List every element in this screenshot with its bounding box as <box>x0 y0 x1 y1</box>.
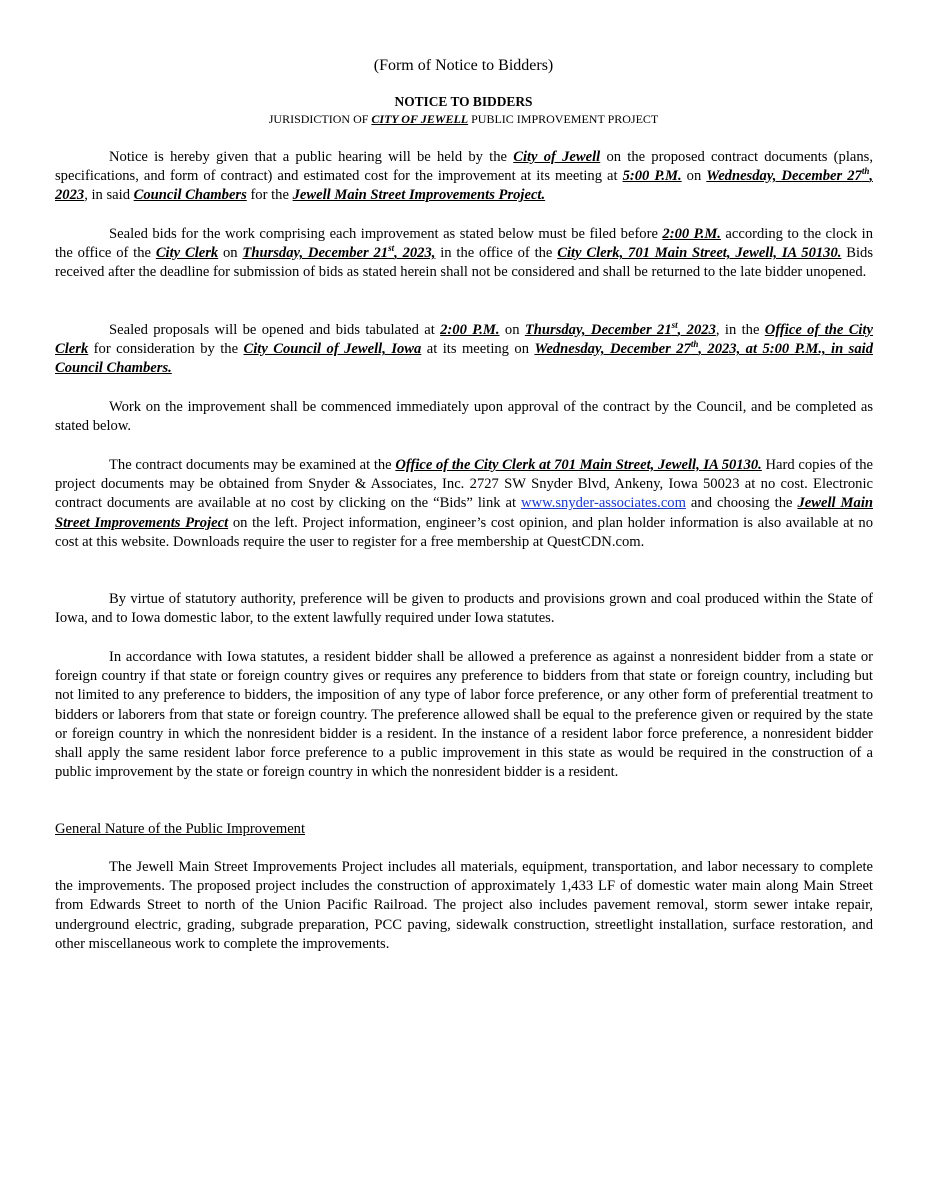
form-title: (Form of Notice to Bidders) <box>373 57 554 74</box>
p2-text-2: according to the clock in the office of the <box>55 226 873 262</box>
p3-text-2: on <box>499 322 525 338</box>
p1-text-2: on the proposed contract documents (plans, specifications, and form of contract) and estimated cost for the improvement at its meeting at <box>55 149 873 185</box>
jurisdiction-prefix: JURISDICTION OF <box>268 112 372 126</box>
section-heading: General Nature of the Public Improvement <box>55 821 306 837</box>
p3-time: 2:00 P.M. <box>440 322 500 338</box>
p2-address: City Clerk, 701 Main Street, Jewell, IA 50130. <box>557 245 842 262</box>
p2-text-4: in the office of the <box>435 245 558 262</box>
p2-date-sup: st <box>388 243 395 254</box>
p1-time: 5:00 P.M. <box>622 168 682 185</box>
p1-chambers: Council Chambers <box>133 187 247 204</box>
paragraph-public-hearing <box>55 148 873 206</box>
jurisdiction-line <box>0 111 927 127</box>
paragraph-project-description: The Jewell Main Street Improvements Project includes all materials, equipment, transportation, and labor necessary to complete the improvements. The proposed project includes the construction of approximately 1,433 LF of domestic water main along Main Street from Edwards Street to north of the Union Pacific Railroad. The project also includes pavement removal, storm sewer intake repair, underground electric, grading, subgrade preparation, PCC paving, sidewalk construction, streetlight installation, surface restoration, and other miscellaneous work to complete the improvements. <box>55 859 873 952</box>
p3-meeting-a: Wednesday, December 27 <box>534 341 691 358</box>
p3-date-a: Thursday, December 21 <box>524 322 672 338</box>
p3-date <box>525 322 716 338</box>
p3-text-5: at its meeting on <box>421 341 535 358</box>
paragraph-resident-bidder: In accordance with Iowa statutes, a resident bidder shall be allowed a preference as against a nonresident bidder from a state or foreign country if that state or foreign country gives or requires any preference to bidders from that state or foreign country, including but not limited to any preference to bidders, the imposition of any type of labor force preference, or any other form of preferential treatment to bidders or laborers from that state or foreign country. The preference allowed shall be equal to the preference given or required by the state or foreign country in which the nonresident bidder is a resident. In the instance of a resident labor force preference, a nonresident bidder shall apply the same resident labor force preference to a public improvement in this state as would be required in the construction of a public improvement by the state or foreign country in which the nonresident bidder is a resident. <box>55 649 873 781</box>
p3-text-3: , in the <box>715 322 765 338</box>
p2-date <box>242 245 435 261</box>
paragraph-statutory-preference: By virtue of statutory authority, preference will be given to products and provisions grown and coal produced within the State of Iowa, and to Iowa domestic labor, to the extent lawfully required under Iowa statutes. <box>55 591 873 627</box>
paragraph-sealed-proposals <box>55 321 873 379</box>
p3-office: Office of the City Clerk <box>55 322 874 358</box>
p5-text-4: on the left. Project information, engineer’s cost opinion, and plan holder information is also available at no cost at this website. Downloads require the user to register for a free membership at QuestCDN.com. <box>55 514 873 550</box>
p3-text-1: Sealed proposals will be opened and bids tabulated at <box>109 322 441 338</box>
p5-project: Jewell Main Street Improvements Project <box>55 495 873 531</box>
p2-clerk: City Clerk <box>155 245 219 262</box>
p3-text-4: for consideration by the <box>88 341 244 358</box>
p3-council: City Council of Jewell, Iowa <box>243 341 422 358</box>
paragraph-work-commencement: Work on the improvement shall be commenced immediately upon approval of the contract by the Council, and be completed as stated below. <box>55 399 873 435</box>
p1-date-a: Wednesday, December 27 <box>706 168 862 185</box>
p5-text-2: Hard copies of the project documents may be obtained from Snyder & Associates, Inc. 2727 SW Snyder Blvd, Ankeny, Iowa 50023 at no cost. Electronic contract documents are available at no cost by clicking on the “Bids” link at <box>55 457 873 512</box>
p2-date-b: , 2023, <box>394 245 436 262</box>
p2-text-1: Sealed bids for the work comprising each improvement as stated below must be filed before <box>109 226 663 242</box>
p1-text-3: on <box>681 168 707 185</box>
paragraph-sealed-bids <box>55 225 873 283</box>
p3-date-b: , 2023 <box>677 322 716 338</box>
p3-meeting-sup: th <box>690 339 699 350</box>
p1-city: City of Jewell <box>513 149 601 165</box>
p2-text-5: Bids received after the deadline for submission of bids as stated herein shall not be considered and shall be returned to the late bidder unopened. <box>55 245 874 281</box>
p5-office: Office of the City Clerk at 701 Main Street, Jewell, IA 50130. <box>395 457 762 473</box>
p2-text-3: on <box>218 245 243 262</box>
p5-text-1: The contract documents may be examined at the <box>109 457 396 473</box>
paragraph-contract-documents <box>55 456 873 552</box>
notice-title: NOTICE TO BIDDERS <box>394 94 533 109</box>
snyder-associates-link[interactable]: www.snyder-associates.com <box>521 495 686 512</box>
p1-date-b: , 2023 <box>55 168 873 204</box>
p1-project: Jewell Main Street Improvements Project. <box>292 187 546 204</box>
p1-text-5: for the <box>246 187 293 204</box>
p1-text-4: , in said <box>84 187 134 204</box>
p2-date-a: Thursday, December 21 <box>242 245 389 262</box>
p3-meeting-b: , 2023, at 5:00 P.M., in said Council Chambers. <box>55 341 873 377</box>
p2-time: 2:00 P.M. <box>662 226 721 242</box>
p1-text-1: Notice is hereby given that a public hearing will be held by the <box>109 149 514 165</box>
p3-date-sup: st <box>671 320 678 331</box>
jurisdiction-suffix: PUBLIC IMPROVEMENT PROJECT <box>468 112 659 126</box>
p5-text-3: and choosing the <box>685 495 798 512</box>
jurisdiction-city: CITY OF JEWELL <box>371 112 469 126</box>
p1-date-sup: th <box>861 166 870 177</box>
